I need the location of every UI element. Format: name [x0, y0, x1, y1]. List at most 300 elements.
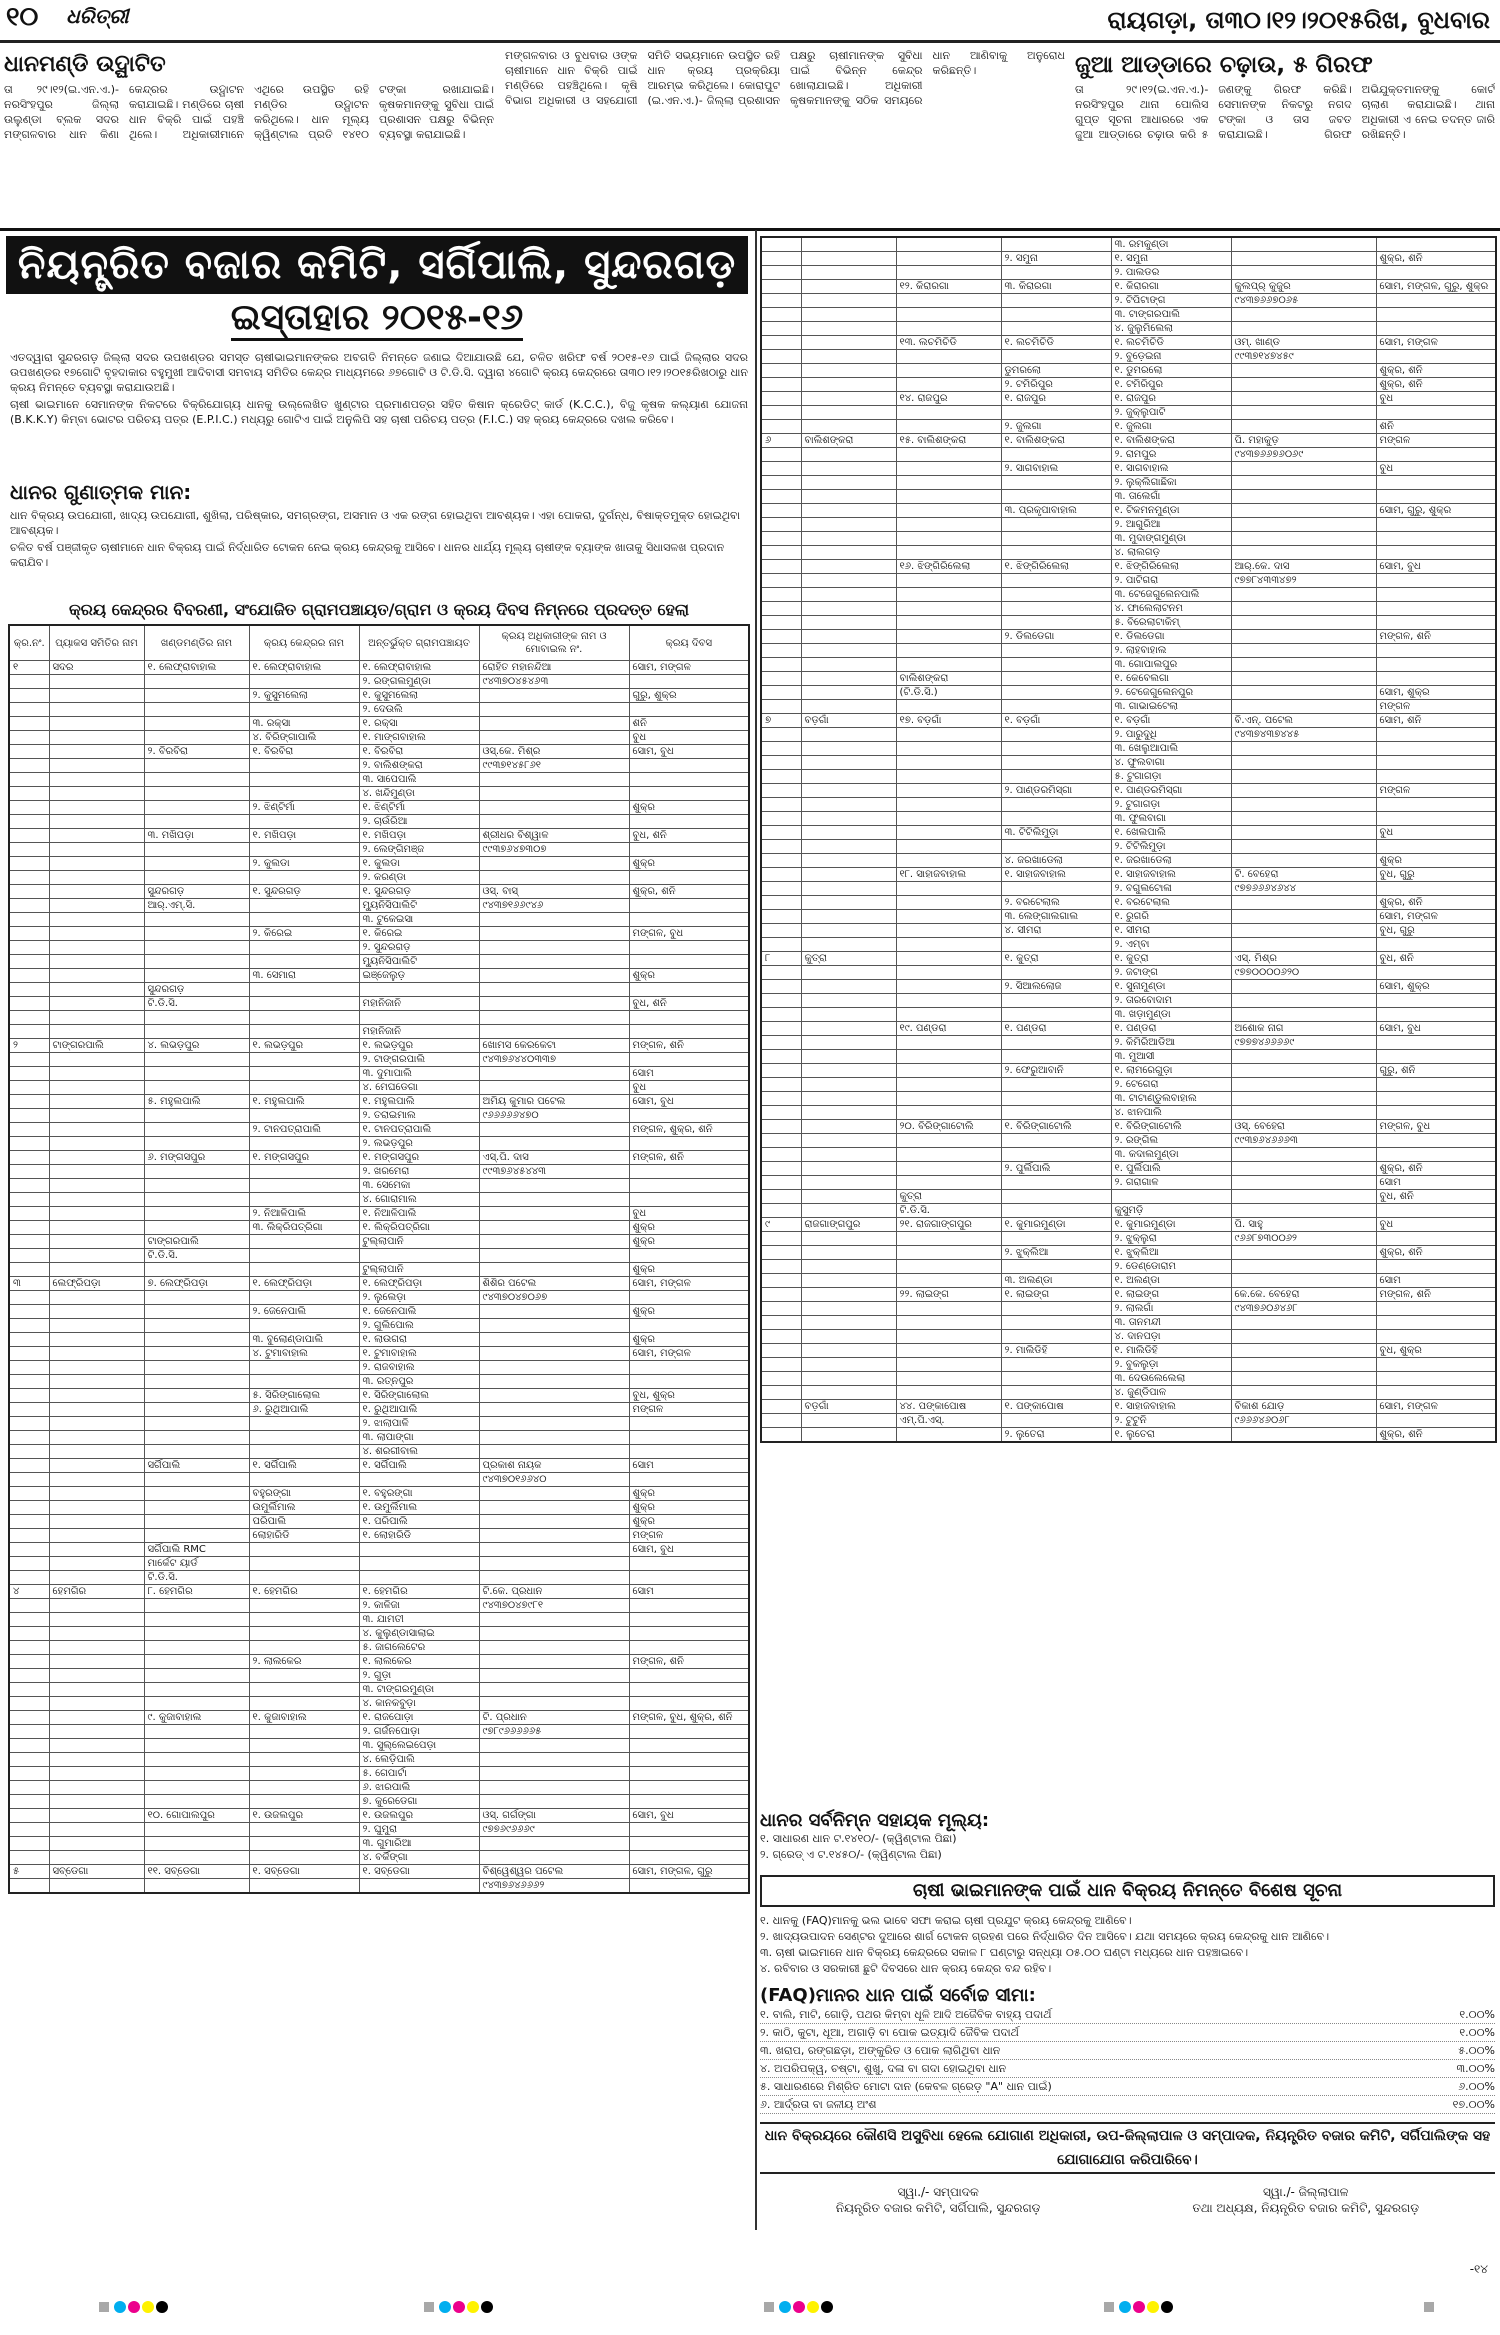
table-cell — [801, 1428, 896, 1443]
table-cell: ସୋମ — [629, 1067, 749, 1081]
table-cell: ୯୪୩୭୦୧୬୬୪୦ — [479, 1473, 629, 1487]
table-cell: ୨. କାଳିଜା — [359, 1599, 479, 1613]
table-cell — [629, 1767, 749, 1781]
table-cell — [801, 1120, 896, 1134]
table-cell — [479, 1543, 629, 1557]
table-cell: ବୁଧ, ଶନି — [1376, 1190, 1496, 1204]
table-cell — [479, 731, 629, 745]
table-cell — [249, 1767, 359, 1781]
table-cell — [629, 1445, 749, 1459]
registration-dot — [467, 2301, 479, 2313]
table-cell — [1231, 420, 1376, 434]
table-cell: ୩. ତାଲେଗାଁ — [1111, 490, 1231, 504]
table-cell — [1001, 490, 1111, 504]
table-cell: ୩. ଖେଲୁଆପାଲି — [1111, 742, 1231, 756]
table-cell — [249, 1361, 359, 1375]
table-cell — [1376, 574, 1496, 588]
table-cell: ସୋମ, ମଙ୍ଗଳ — [1376, 336, 1496, 350]
table-row — [761, 1176, 1496, 1190]
table-cell: ୩. ଟାଟାଣ୍ଡୁଲବାହାଲ — [1111, 1092, 1231, 1106]
table-cell — [761, 1302, 801, 1316]
table-cell — [896, 1246, 1001, 1260]
table-cell — [9, 1669, 49, 1683]
table-cell — [9, 843, 49, 857]
table-cell — [1376, 1260, 1496, 1274]
table-cell — [249, 759, 359, 773]
table-cell — [896, 1148, 1001, 1162]
table-cell — [761, 1288, 801, 1302]
faq-item — [760, 2096, 1495, 2114]
table-cell: ଉମୁର୍ଲିମାଲ — [249, 1501, 359, 1515]
table-cell — [896, 826, 1001, 840]
table-cell — [1376, 1386, 1496, 1400]
table-cell — [249, 1067, 359, 1081]
table-cell — [1001, 294, 1111, 308]
table-cell — [629, 899, 749, 913]
table-cell: ୧. ରୁଗରି — [1111, 910, 1231, 924]
table-row — [9, 927, 749, 941]
table-cell — [144, 1263, 249, 1277]
table-cell — [1231, 924, 1376, 938]
table-row — [9, 661, 749, 675]
advert-banner: ନିୟନ୍ତ୍ରିତ ବଜାର କମିଟି, ସର୍ଗିପାଲି, ସୁନ୍ଦରଗଡ଼ — [6, 236, 748, 294]
table-cell — [479, 1613, 629, 1627]
table-cell — [479, 857, 629, 871]
closing-notice: ଧାନ ବିକ୍ରୟରେ କୌଣସି ଅସୁବିଧା ହେଲେ ଯୋଗାଣ ଅଧିକାରୀ, ଉପ-ଜିଲ୍ଲାପାଳ ଓ ସମ୍ପାଦକ, ନିୟନ୍ତ୍ରିତ ବଜାର କମିଟି, ସର୍ଗିପାଲିଙ୍କ ସହ ଯୋଗାଯୋଗ କରିପାରିବେ। — [760, 2122, 1495, 2174]
table-cell: ୪. ବିରିଙ୍ଗାପାଲି — [249, 731, 359, 745]
table-cell: ଶୁକ୍ର — [629, 969, 749, 983]
table-cell — [761, 532, 801, 546]
farmer-notice-items — [760, 1913, 1495, 1977]
table-row — [9, 731, 749, 745]
table-cell: ୨. ବରଟେଲାଲ — [1001, 896, 1111, 910]
table-cell: ୨. ଗର୍ଜନପୋଡ଼ା — [359, 1725, 479, 1739]
table-cell: ୧. ଉମୁର୍ଲିମାଲ — [359, 1501, 479, 1515]
table-cell — [801, 784, 896, 798]
table-cell: ୨. ଲଭଡ଼ପୁର — [359, 1137, 479, 1151]
table-cell — [1111, 1190, 1231, 1204]
table-cell — [49, 829, 144, 843]
table-cell — [801, 798, 896, 812]
table-cell: ସର୍ଗିପାଲି RMC — [144, 1543, 249, 1557]
table-cell — [629, 787, 749, 801]
table-cell — [359, 1249, 479, 1263]
table-cell — [479, 1837, 629, 1851]
table-cell: ୩. ଟିଟିଲିମୁଡ଼ା — [1001, 826, 1111, 840]
table-cell — [144, 1165, 249, 1179]
table-cell: ୧. ପଣ୍ଡରା — [1111, 1022, 1231, 1036]
table-cell: ଶୁକ୍ର, ଶନି — [1376, 896, 1496, 910]
table-cell — [1231, 1260, 1376, 1274]
news-headline: ଜୁଆ ଆଡ୍ଡାରେ ଚଢ଼ାଉ, ୫ ଗିରଫ — [1075, 52, 1373, 78]
table-cell — [629, 1739, 749, 1753]
table-cell — [629, 675, 749, 689]
faq-item-value: ୧.୦୦% — [1459, 2026, 1495, 2039]
table-cell: ଆର୍.କେ. ଦାସ — [1231, 560, 1376, 574]
table-cell: ୧. କେବେଲଗା — [1111, 672, 1231, 686]
table-cell: ୧. ଉଜଲପୁର — [249, 1809, 359, 1823]
table-cell — [761, 938, 801, 952]
table-cell — [9, 1431, 49, 1445]
table-cell: ୩ — [9, 1277, 49, 1291]
table-cell: ୯. କୁଜାବାହାଲ — [144, 1711, 249, 1725]
table-cell — [896, 448, 1001, 462]
table-cell — [761, 700, 801, 714]
table-cell — [801, 322, 896, 336]
table-cell: ଲୋହାରିଡି — [249, 1529, 359, 1543]
advert-intro — [10, 350, 748, 429]
table-cell — [896, 910, 1001, 924]
table-cell: ୨. ଟାଙ୍ଗରପାଲି — [359, 1053, 479, 1067]
table-cell: କୁତ୍ରା — [896, 1190, 1001, 1204]
table-header-cell: କ୍ରୟ ଅଧିକାରୀଙ୍କ ନାମ ଓ ମୋବାଇଲ ନଂ. — [479, 625, 629, 661]
news-story-2 — [505, 48, 1065, 222]
table-cell: ୩. ଅଲଣ୍ଡା — [1001, 1274, 1111, 1288]
table-cell — [1001, 1106, 1111, 1120]
table-cell — [801, 826, 896, 840]
table-cell — [801, 336, 896, 350]
farmer-notice-heading: ଚାଷୀ ଭାଇମାନଙ୍କ ପାଇଁ ଧାନ ବିକ୍ରୟ ନିମନ୍ତେ ବିଶେଷ ସୂଚନା — [760, 1875, 1495, 1907]
table-cell — [9, 857, 49, 871]
table-cell: ୩. ଟେଜେଗୁଲେନପାଲି — [1111, 588, 1231, 602]
table-cell: ଟି. ପ୍ରଧାନ — [479, 1711, 629, 1725]
table-cell — [1001, 237, 1111, 252]
table-cell — [9, 1165, 49, 1179]
table-cell — [49, 843, 144, 857]
table-cell — [479, 1501, 629, 1515]
table-cell — [9, 1053, 49, 1067]
quality-heading: ଧାନର ଗୁଣାତ୍ମକ ମାନ: — [10, 480, 192, 504]
table-cell: ଶୁକ୍ର — [629, 1263, 749, 1277]
table-cell — [761, 812, 801, 826]
table-cell: ଶୁକ୍ର, ଶନି — [1376, 1428, 1496, 1443]
table-cell: ୨. ନିଆଳିପାଲି — [249, 1207, 359, 1221]
table-cell — [761, 742, 801, 756]
table-cell — [49, 1543, 144, 1557]
table-cell — [896, 1064, 1001, 1078]
table-cell — [761, 504, 801, 518]
table-cell — [1376, 308, 1496, 322]
table-cell — [144, 1529, 249, 1543]
table-cell — [801, 1358, 896, 1372]
table-row — [761, 1246, 1496, 1260]
table-row — [9, 1795, 749, 1809]
table-cell: ୧. କିରେଇ — [359, 927, 479, 941]
table-cell: ୩. ଦେଉଲେଲେଲା — [1111, 1372, 1231, 1386]
table-cell — [1001, 588, 1111, 602]
table-cell — [801, 854, 896, 868]
registration-square — [764, 2302, 774, 2312]
table-cell: ସୋମ, ବୁଧ — [629, 1543, 749, 1557]
table-row — [9, 1207, 749, 1221]
table-cell: ୪. ସୀମରା — [1001, 924, 1111, 938]
table-cell: ୧. କୁଲଡା — [359, 857, 479, 871]
table-cell: ୨. କୁସୁମଲେଲା — [249, 689, 359, 703]
table-cell: ୨. ଝୁକ୍ଲୁରା — [1111, 1232, 1231, 1246]
table-cell — [801, 630, 896, 644]
table-cell: ସୋମ, ମଙ୍ଗଳ, ଗୁରୁ — [629, 1865, 749, 1879]
table-cell — [49, 1431, 144, 1445]
page-number: ୧୦ — [6, 2, 39, 32]
table-row — [761, 658, 1496, 672]
table-cell: ୯୪୩୭୧୬୬୯୪୬ — [479, 899, 629, 913]
faq-item-value: ୧.୦୦% — [1459, 2008, 1495, 2021]
table-row — [761, 378, 1496, 392]
faq-item-label: ୪. ଅପରିପକ୍ୱ, ଚଷ୍ଟା, ଶୁଖୁ, ଦଳା ବା ଗଦା ହୋଇଥିବା ଧାନ — [760, 2062, 1007, 2075]
table-row — [761, 1064, 1496, 1078]
table-cell: ୨. ଘୁମୁରା — [359, 1823, 479, 1837]
table-cell — [249, 1795, 359, 1809]
table-cell: ରୋହିତ ମହାନନ୍ଦିଆ — [479, 661, 629, 675]
table-cell: ୧. ବରଟେଲାଲ — [1111, 896, 1231, 910]
table-cell — [144, 1655, 249, 1669]
table-cell — [801, 1274, 896, 1288]
news-body: ମଙ୍ଗଳବାର ଓ ବୁଧବାର ଓଙ୍କ ଚାଷୀମାନେ ଧାନ ବିକ୍ରି ପାଇଁ ମଣ୍ଡିରେ ପହଞ୍ଚିଥିଲେ। କୃଷି ବିଭାଗ ଅଧିକାରୀ ଓ ସହଯୋଗୀ ସମିତି ସଭ୍ୟମାନେ ଉପସ୍ଥିତ ରହି ଧାନ କ୍ରୟ ପ୍ରକ୍ରିୟା ଆରମ୍ଭ କରିଥିଲେ। କୋରାପୁଟ (ଇ.ଏନ.ଏ.)- ଜିଲ୍ଲା ପ୍ରଶାସନ ପକ୍ଷରୁ ଚାଷୀମାନଙ୍କ ସୁବିଧା ପାଇଁ ବିଭିନ୍ନ କେନ୍ଦ୍ର ଖୋଲାଯାଇଛି। ଅଧିକାରୀ କୃଷକମାନଙ୍କୁ ସଠିକ ସମୟରେ ଧାନ ଆଣିବାକୁ ଅନୁରୋଧ କରିଛନ୍ତି। — [505, 49, 1065, 107]
advert-subtitle — [6, 298, 748, 342]
table-cell — [1001, 1008, 1111, 1022]
table-cell — [144, 1823, 249, 1837]
table-cell: ଶୁକ୍ର, ଶନି — [1376, 252, 1496, 266]
table-row — [9, 1697, 749, 1711]
table-row — [9, 1781, 749, 1795]
intro-paragraph: ଏତଦ୍ୱାରା ସୁନ୍ଦରଗଡ଼ ଜିଲ୍ଲା ସଦର ଉପଖଣ୍ଡର ସମସ୍ତ ଚାଷୀଭାଇମାନଙ୍କର ଅବଗତି ନିମନ୍ତେ ଜଣାଇ ଦିଆଯାଉଛି ଯେ, ଚଳିତ ଖରିଫ ବର୍ଷ ୨୦୧୫-୧୬ ପାଇଁ ଜିଲ୍ଲାର ସଦର ଉପଖଣ୍ଡର ୧୭ଗୋଟି ବୃହଦାକାର ବହୁମୁଖୀ ଆଦିବାସୀ ସମବାୟ ସମିତିର କେନ୍ଦ୍ର ମାଧ୍ୟମରେ ୬୭ଗୋଟି ଓ ଟି.ଡି.ସି. ଦ୍ୱାରା ୪ଗୋଟି କ୍ରୟ କେନ୍ଦ୍ରରେ ତା୩୦।୧୨।୨୦୧୫ରିଖଠାରୁ ଧାନ କ୍ରୟ ନିମନ୍ତେ ବ୍ୟବସ୍ଥା କରାଯାଉଅଛି। — [10, 351, 748, 394]
table-cell: ୩. ସେମାରା — [249, 969, 359, 983]
table-cell — [896, 1232, 1001, 1246]
table-cell: ୧. ସାହାଜବାହାଲ — [1111, 868, 1231, 882]
table-cell — [249, 1165, 359, 1179]
table-cell — [49, 1655, 144, 1669]
table-cell — [629, 1683, 749, 1697]
table-cell — [761, 1316, 801, 1330]
table-cell: ୧. ଟମିରିପୁର — [1111, 378, 1231, 392]
table-cell — [249, 1781, 359, 1795]
table-cell — [1001, 644, 1111, 658]
table-cell — [1376, 742, 1496, 756]
table-cell — [49, 1347, 144, 1361]
table-cell — [144, 1375, 249, 1389]
table-cell: ଟି.ଡି.ସି. — [144, 997, 249, 1011]
table-row — [9, 1753, 749, 1767]
table-cell — [144, 1879, 249, 1894]
table-cell: ୭ — [761, 714, 801, 728]
table-cell — [1376, 406, 1496, 420]
table-cell: ଓମ୍. ଖାଣ୍ଡ — [1231, 336, 1376, 350]
table-cell: ୫. ଗେପାର୍ଟା — [359, 1767, 479, 1781]
table-cell — [801, 280, 896, 294]
table-row — [761, 1218, 1496, 1232]
table-cell: ବୁଧ, ଶନି — [629, 829, 749, 843]
table-cell — [801, 532, 896, 546]
table-row — [9, 1221, 749, 1235]
table-cell — [1001, 658, 1111, 672]
table-cell: ୯ — [761, 1218, 801, 1232]
table-cell — [1231, 896, 1376, 910]
table-row — [9, 1333, 749, 1347]
table-cell — [761, 728, 801, 742]
table-cell — [144, 1599, 249, 1613]
table-cell: ସର୍ଗିପାଲି — [144, 1459, 249, 1473]
table-header-cell: କ୍ର.ନଂ. — [9, 625, 49, 661]
advert-footer-notes — [760, 1810, 1495, 2225]
table-row — [761, 1386, 1496, 1400]
table-cell: ୬. ଝାରପାଲି — [359, 1781, 479, 1795]
table-cell — [801, 868, 896, 882]
table-cell — [1376, 798, 1496, 812]
table-cell — [479, 927, 629, 941]
table-cell: ୩. ମଖିପଡ଼ା — [144, 829, 249, 843]
table-cell — [49, 1557, 144, 1571]
table-cell — [1001, 322, 1111, 336]
table-cell: ୧. ଟୁମାବାହାଲ — [359, 1347, 479, 1361]
table-cell: ୨. ବୁକଲୁଡ଼ା — [1111, 1358, 1231, 1372]
table-cell — [896, 1176, 1001, 1190]
table-row — [9, 955, 749, 969]
table-cell — [49, 1725, 144, 1739]
table-cell — [896, 378, 1001, 392]
table-cell: ଶୁକ୍ର — [629, 1333, 749, 1347]
table-cell — [479, 1697, 629, 1711]
table-cell — [359, 983, 479, 997]
table-cell: ୨. ଗୁଲିପୋଲ — [359, 1319, 479, 1333]
table-cell — [761, 1204, 801, 1218]
table-cell — [1376, 1092, 1496, 1106]
table-row — [9, 1389, 749, 1403]
table-cell — [761, 560, 801, 574]
table-cell: ୧. ସବ୍ଡେଗା — [359, 1865, 479, 1879]
table-cell — [249, 941, 359, 955]
table-cell: ୨୧. ରାଜଗାଙ୍ଗପୁର — [896, 1218, 1001, 1232]
table-cell — [249, 1851, 359, 1865]
table-cell — [801, 938, 896, 952]
table-cell: ୪୪. ପଙ୍କାପୋଷ — [896, 1400, 1001, 1414]
table-cell — [801, 700, 896, 714]
table-cell — [479, 871, 629, 885]
table-cell: ୨୦. ବିରିଙ୍ଗାଟୋଲି — [896, 1120, 1001, 1134]
table-row — [9, 1711, 749, 1725]
table-cell — [1231, 1316, 1376, 1330]
table-row — [761, 742, 1496, 756]
table-cell — [1001, 350, 1111, 364]
table-cell — [144, 843, 249, 857]
table-cell: ୧୯. ପଣ୍ଡରା — [896, 1022, 1001, 1036]
table-cell — [629, 1053, 749, 1067]
table-cell: ଶୁକ୍ର — [1376, 854, 1496, 868]
table-cell: ଟାଙ୍ଗରପାଲି — [49, 1039, 144, 1053]
masthead — [0, 0, 1500, 43]
table-cell: ଟି.ଡି.ସି. — [144, 1249, 249, 1263]
table-cell — [801, 1134, 896, 1148]
table-cell — [49, 997, 144, 1011]
msp-line: ୧. ସାଧାରଣ ଧାନ ଟ.୧୪୧୦/- (କ୍ୱିଣ୍ଟାଲ ପିଛା) — [760, 1832, 957, 1845]
table-cell — [1376, 728, 1496, 742]
table-cell: ୩. ରକ୍ସା — [249, 717, 359, 731]
table-cell: ୧. ରକ୍ସା — [359, 717, 479, 731]
registration-dot — [1147, 2301, 1159, 2313]
table-cell — [9, 1193, 49, 1207]
registration-mark-group — [1100, 2296, 1174, 2315]
table-cell — [896, 1344, 1001, 1358]
table-cell — [896, 784, 1001, 798]
table-cell — [896, 1134, 1001, 1148]
table-cell: କେ.କେ. ବେହେରା — [1231, 1288, 1376, 1302]
table-cell: ଶୁକ୍ର — [629, 1501, 749, 1515]
table-cell — [761, 966, 801, 980]
table-cell: ବୁଧ — [1376, 826, 1496, 840]
table-cell — [629, 1599, 749, 1613]
table-cell — [1231, 994, 1376, 1008]
table-cell — [1231, 364, 1376, 378]
table-cell — [1231, 798, 1376, 812]
table-cell — [479, 1347, 629, 1361]
table-cell: ୪. ଲେଡ଼ିପାଲି — [359, 1753, 479, 1767]
table-cell — [144, 1347, 249, 1361]
table-cell: ୩. ରତ୍ନପୁର — [359, 1375, 479, 1389]
table-row — [761, 266, 1496, 280]
table-cell — [249, 1669, 359, 1683]
table-cell — [144, 703, 249, 717]
table-cell — [9, 885, 49, 899]
table-cell: ୧୮. ସାହାଜବାହାଲ — [896, 868, 1001, 882]
registration-dot — [453, 2301, 465, 2313]
table-cell — [9, 773, 49, 787]
table-cell — [249, 1557, 359, 1571]
table-cell: ୧. ମଙ୍ଗସପୁର — [249, 1151, 359, 1165]
table-cell — [49, 1809, 144, 1823]
table-cell — [144, 1123, 249, 1137]
table-cell — [801, 1176, 896, 1190]
table-cell: ଟି.କେ. ପ୍ରଧାନ — [479, 1585, 629, 1599]
table-cell — [9, 1739, 49, 1753]
table-cell: ଶୁକ୍ର, ଶନି — [629, 885, 749, 899]
table-cell — [144, 1837, 249, 1851]
table-cell: ୧. ସୁନ୍ଦରଗଡ଼ — [249, 885, 359, 899]
table-cell — [896, 588, 1001, 602]
table-cell: ୨. ତରାଇମାଲ — [359, 1109, 479, 1123]
table-row — [761, 1260, 1496, 1274]
table-cell — [249, 1109, 359, 1123]
table-cell — [761, 798, 801, 812]
table-cell — [896, 1092, 1001, 1106]
table-row — [9, 1263, 749, 1277]
table-cell — [1231, 1386, 1376, 1400]
table-cell — [49, 1193, 144, 1207]
table-cell — [896, 728, 1001, 742]
table-cell — [801, 350, 896, 364]
table-cell: ୯୪୩୭୬୬୭୦୬୫ — [1231, 294, 1376, 308]
table-cell — [761, 784, 801, 798]
table-cell: ମଙ୍ଗଳ, ଶୁକ୍ର, ଶନି — [629, 1123, 749, 1137]
table-cell: ବଡ଼ଗାଁ — [801, 1400, 896, 1414]
table-cell: ୯୪୩୭୦୪୭୯୮୧ — [479, 1599, 629, 1613]
table-cell — [479, 1137, 629, 1151]
table-row — [9, 1655, 749, 1669]
registration-dot — [481, 2301, 493, 2313]
table-row — [761, 1316, 1496, 1330]
table-cell — [761, 350, 801, 364]
table-cell: ୩. ସାପେପାଲି — [359, 773, 479, 787]
table-cell: ୨. ପାଲଡର — [1111, 266, 1231, 280]
table-cell — [896, 462, 1001, 476]
quality-text — [10, 508, 748, 572]
table-cell — [896, 1274, 1001, 1288]
table-cell — [1376, 840, 1496, 854]
table-cell — [479, 1431, 629, 1445]
table-cell — [9, 1221, 49, 1235]
table-cell — [1001, 266, 1111, 280]
table-cell — [801, 266, 896, 280]
table-cell — [801, 896, 896, 910]
table-cell: ୯୭୮୯୬୬୬୬୬୫ — [479, 1725, 629, 1739]
